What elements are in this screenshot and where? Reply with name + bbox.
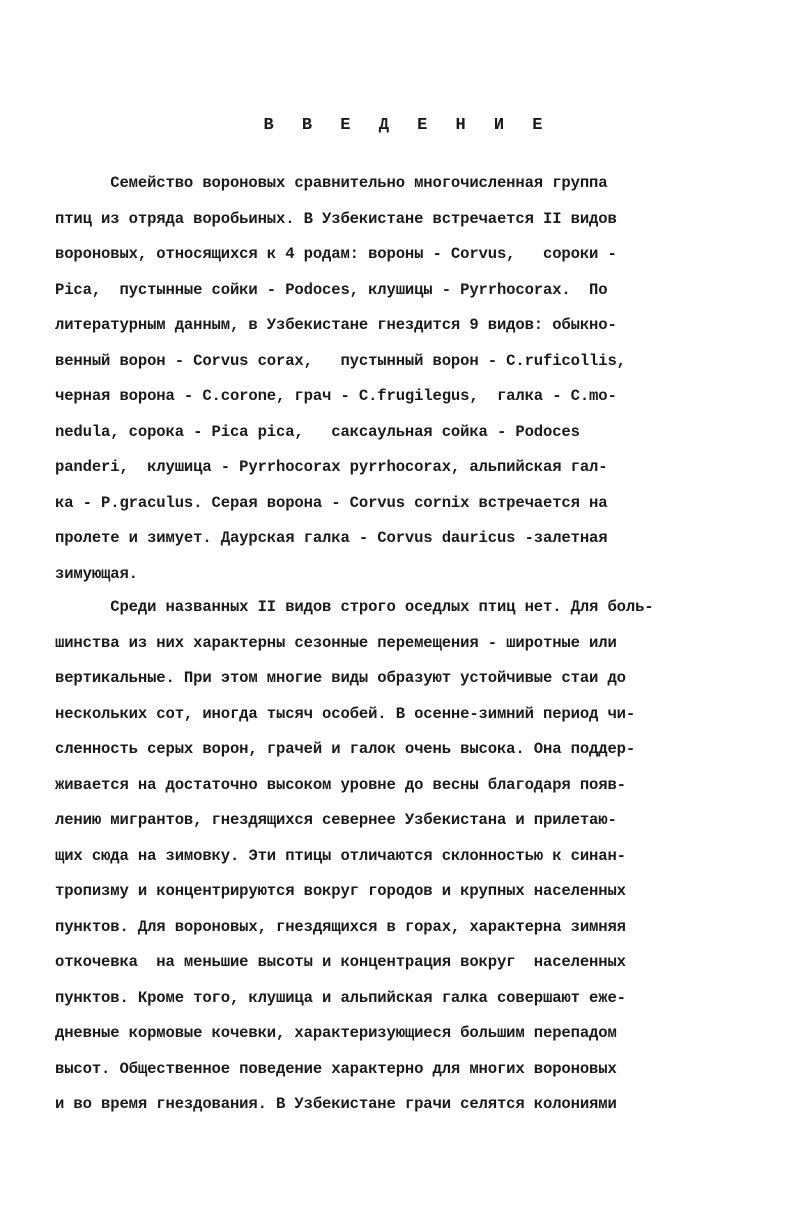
text-line: нескольких сот, иногда тысяч особей. В осенне-зимний период чи- [55,704,636,723]
paragraph-2 [55,590,755,1123]
text-line: шинства из них характерны сезонные перемещения - широтные или [55,633,617,652]
text-line: вертикальные. При этом многие виды образуют устойчивые стаи до [55,669,626,687]
text-line: тропизму и концентрируются вокруг городов и крупных населенных [55,882,626,900]
text-line: дневные кормовые кочевки, характеризующиеся большим перепадом [55,1024,617,1042]
text-line: Pica, пустынные сойки - Podoces, клушицы - Pyrrhocorax. По [55,280,608,299]
paragraph-1 [55,166,755,592]
text-line: венный ворон - Corvus corax, пустынный ворон - C.ruficollis, [55,351,626,370]
text-line: откочевка на меньшие высоты и концентрация вокруг населенных [55,953,626,971]
text-line: Среди названных II видов строго оседлых птиц нет. Для боль- [55,598,654,616]
text-line: ка - P.graculus. Серая ворона - Corvus cornix встречается на [55,493,608,512]
text-line: пунктов. Кроме того, клушица и альпийская галка совершают еже- [55,988,626,1007]
text-line: пунктов. Для вороновых, гнездящихся в горах, характерна зимняя [55,917,626,936]
text-line: panderi, клушица - Pyrrhocorax pyrrhocorax, альпийская гал- [55,458,608,476]
text-line: пролете и зимует. Даурская галка - Corvus dauricus -залетная [55,529,608,547]
page-title: В В Е Д Е Н И Е [263,116,552,135]
text-line: лению мигрантов, гнездящихся севернее Узбекистана и прилетаю- [55,811,617,829]
text-line: литературным данным, в Узбекистане гнездится 9 видов: обыкно- [55,316,617,334]
text-line: щих сюда на зимовку. Эти птицы отличаются склонностью к синан- [55,846,626,865]
text-line: вороновых, относящихся к 4 родам: вороны - Corvus, сороки - [55,245,617,263]
text-line: зимующая. [55,564,138,583]
text-line: сленность серых ворон, грачей и галок очень высока. Она поддер- [55,740,636,758]
text-line: черная ворона - C.corone, грач - C.frugilegus, галка - C.mo- [55,387,617,405]
text-line: живается на достаточно высоком уровне до весны благодаря появ- [55,775,626,794]
text-line: высот. Общественное поведение характерно для многих вороновых [55,1059,617,1078]
text-line: nedula, сорока - Pica pica, саксаульная сойка - Podoces [55,422,580,441]
text-line: Семейство вороновых сравнительно многочисленная группа [55,174,608,192]
text-line: и во время гнездования. В Узбекистане грачи селятся колониями [55,1095,617,1113]
text-line: птиц из отряда воробьиных. В Узбекистане встречается II видов [55,209,617,228]
